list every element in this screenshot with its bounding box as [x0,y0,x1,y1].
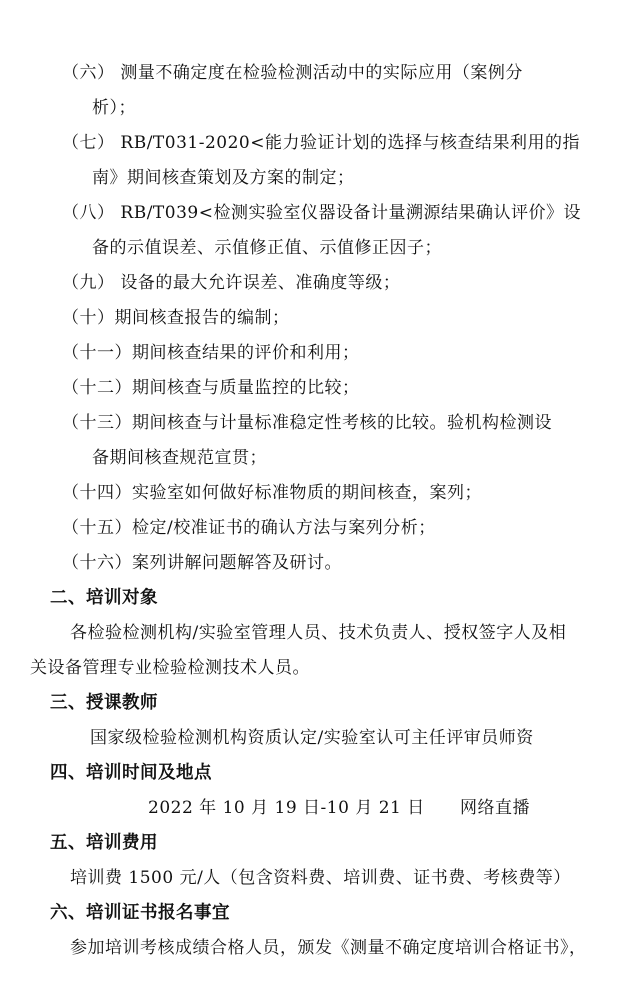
trainees-text-line-2: 关设备管理专业检验检测技术人员。 [30,658,310,678]
item-8-line-1: （八） RB/T039<检测实验室仪器设备计量溯源结果确认评价》设 [62,203,581,223]
section-heading-trainees: 二、培训对象 [50,588,158,608]
item-13-line-2: 备期间核查规范宣贯； [92,448,267,468]
item-9: （九） 设备的最大允许误差、准确度等级； [62,273,401,293]
fee-text: 培训费 1500 元/人（包含资料费、培训费、证书费、考核费等） [70,868,571,888]
item-14: （十四）实验室如何做好标准物质的期间核查，案列； [62,483,482,503]
item-6-line-2: 析）； [92,98,136,118]
item-16: （十六）案列讲解问题解答及研讨。 [62,553,342,573]
item-12: （十二）期间核查与质量监控的比较； [62,378,360,398]
item-15: （十五）检定/校准证书的确认方法与案列分析； [62,518,436,538]
item-10: （十）期间核查报告的编制； [62,308,290,328]
item-7-line-1: （七） RB/T031-2020<能力验证计划的选择与核查结果利用的指 [62,133,580,153]
section-heading-fee: 五、培训费用 [50,833,158,853]
item-11: （十一）期间核查结果的评价和利用； [62,343,360,363]
training-date: 2022 年 10 月 19 日-10 月 21 日 [148,798,425,818]
item-13-line-1: （十三）期间核查与计量标准稳定性考核的比较。验机构检测设 [62,413,552,433]
section-heading-certificate: 六、培训证书报名事宜 [50,903,230,923]
teachers-text: 国家级检验检测机构资质认定/实验室认可主任评审员师资 [90,728,534,748]
item-7-line-2: 南》期间核查策划及方案的制定； [92,168,355,188]
certificate-text: 参加培训考核成绩合格人员，颁发《测量不确定度培训合格证书》， [70,938,587,958]
trainees-text-line-1: 各检验检测机构/实验室管理人员、技术负责人、授权签字人及相 [70,623,567,643]
training-place: 网络直播 [460,798,530,818]
item-6-line-1: （六） 测量不确定度在检验检测活动中的实际应用（案例分 [62,63,523,83]
item-8-line-2: 备的示值误差、示值修正值、示值修正因子； [92,238,442,258]
section-heading-teachers: 三、授课教师 [50,693,158,713]
section-heading-time-place: 四、培训时间及地点 [50,763,212,783]
